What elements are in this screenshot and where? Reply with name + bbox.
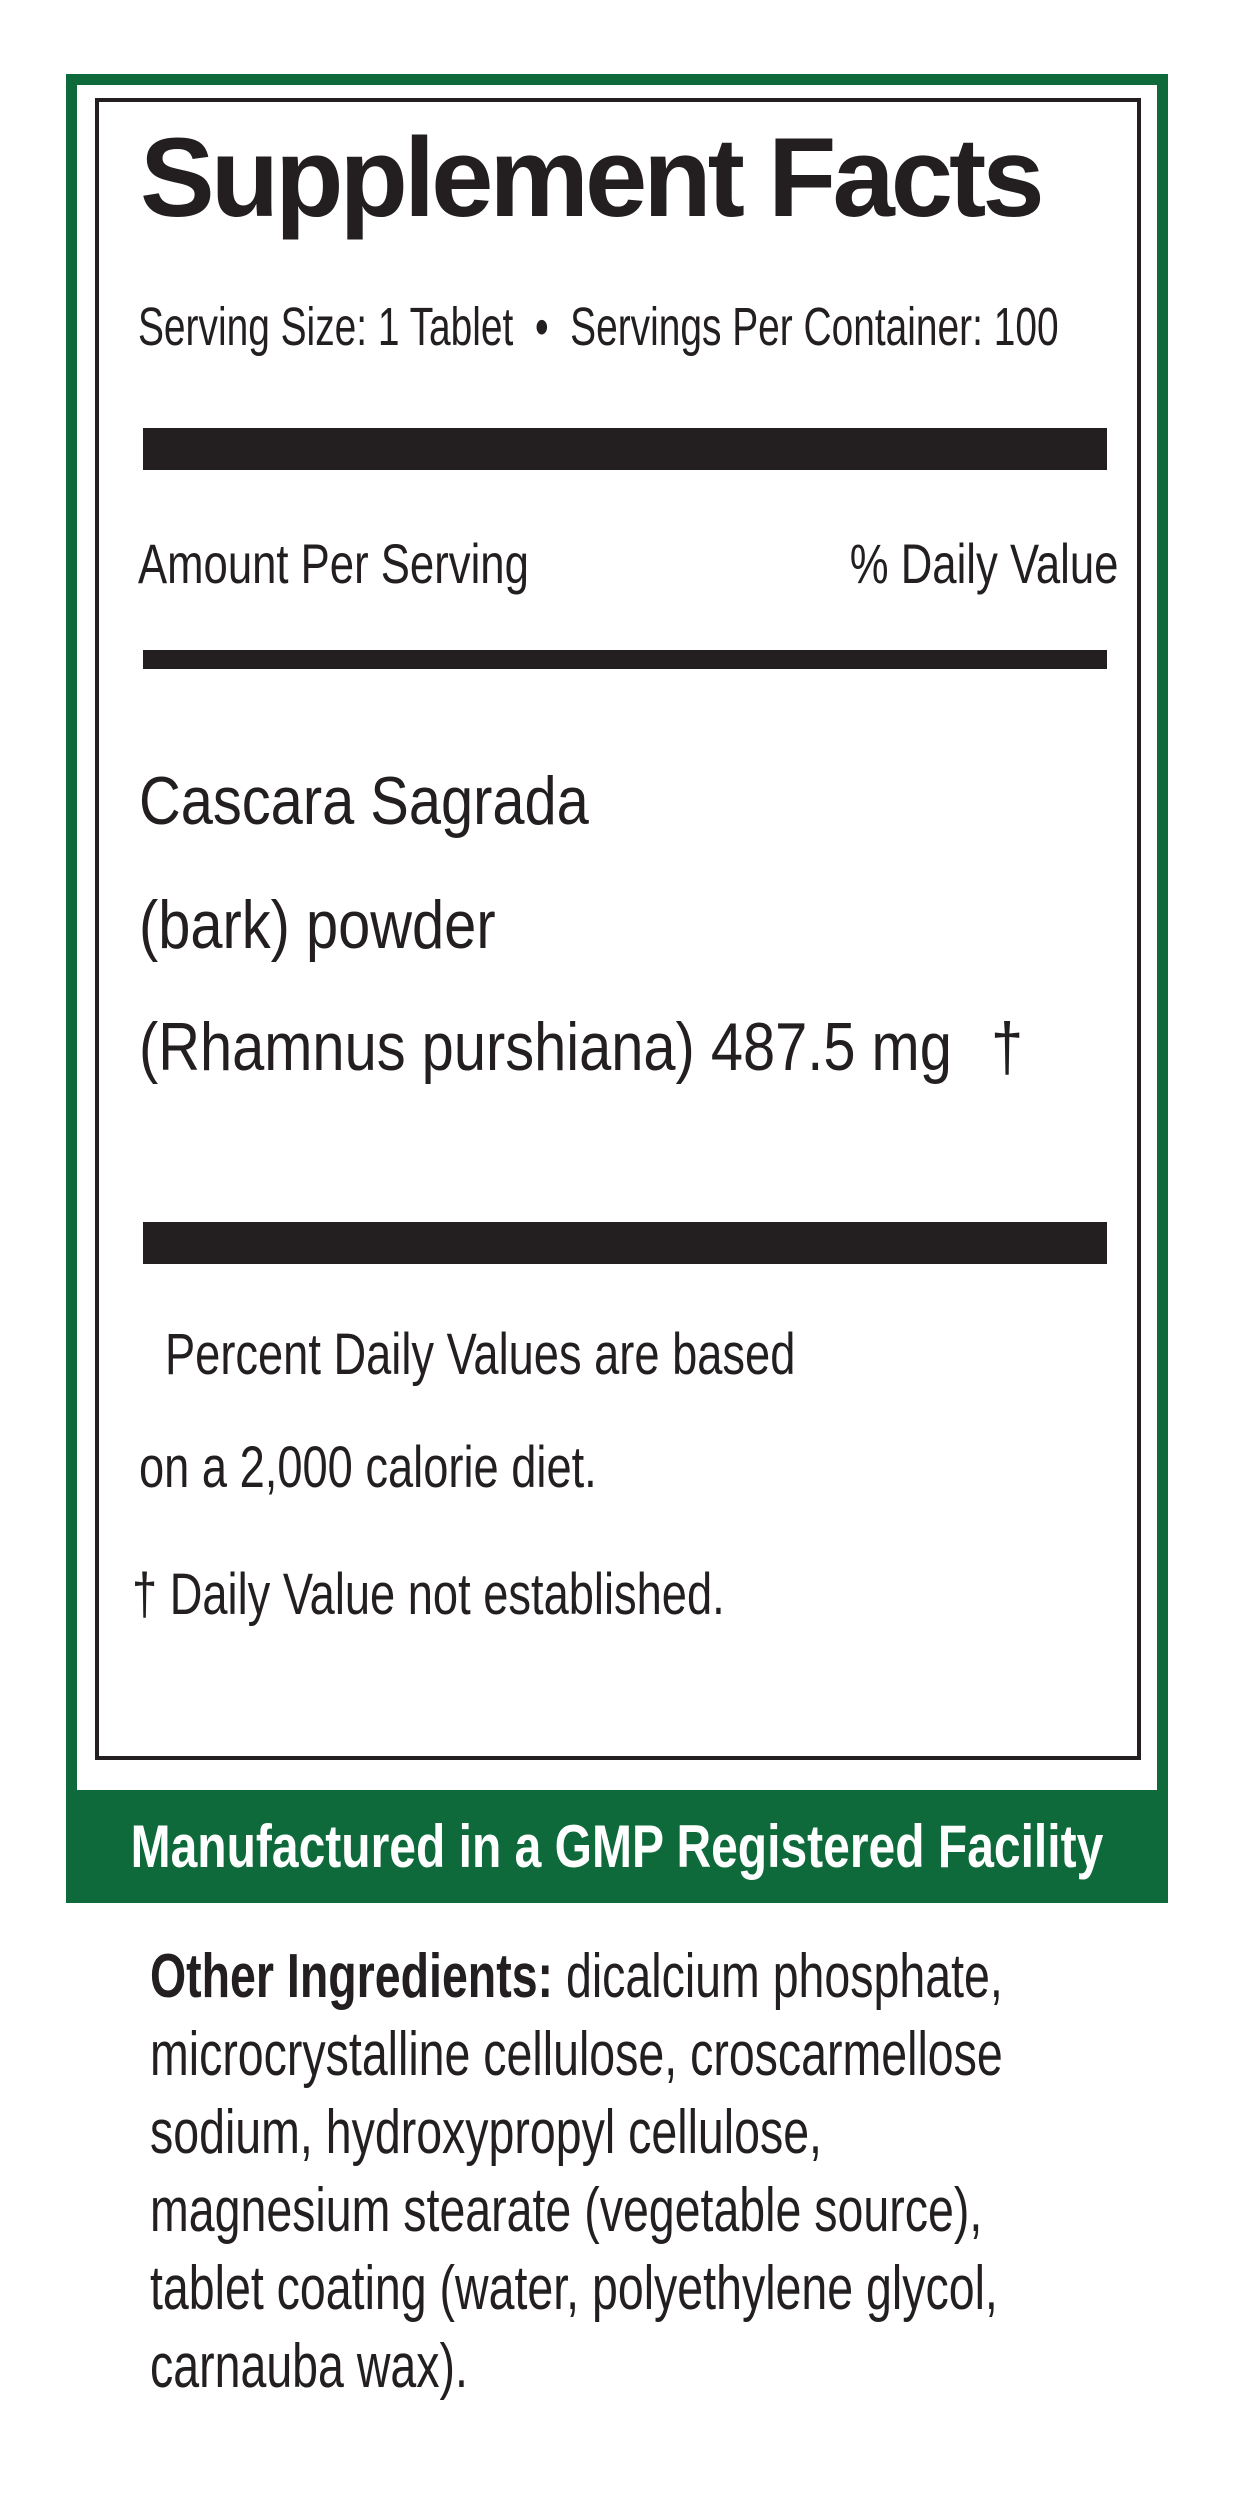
footnote-text-3: † Daily Value not established. bbox=[132, 1562, 725, 1627]
other-ingredients-line-4 bbox=[150, 2172, 1234, 2250]
other-ingredients-line-1 bbox=[150, 1938, 1234, 2016]
other-ingredients-line-6-text: carnauba wax). bbox=[150, 2332, 468, 2401]
footnote-text-2: on a 2,000 calorie diet. bbox=[139, 1435, 597, 1500]
gmp-banner-text: Manufactured in a GMP Registered Facility bbox=[130, 1812, 1104, 1880]
ingredient-amount-line bbox=[139, 1008, 1179, 1086]
ingredient-name-text-2: (bark) powder bbox=[139, 887, 496, 963]
ingredient-name-line-1 bbox=[139, 762, 668, 840]
amount-per-serving-text: Amount Per Serving bbox=[138, 532, 529, 595]
divider-bar-thin bbox=[143, 650, 1107, 669]
amount-per-serving-header bbox=[138, 532, 639, 596]
footnote-line-3 bbox=[132, 1562, 892, 1629]
serving-info-text: Serving Size: 1 Tablet • Servings Per Container: 100 bbox=[138, 297, 1059, 357]
other-ingredients-line-2 bbox=[150, 2016, 1234, 2094]
percent-daily-value-header bbox=[774, 532, 1118, 596]
footnote-line-2 bbox=[139, 1435, 726, 1502]
other-ingredients-line-1-rest: dicalcium phosphate, bbox=[553, 1942, 1003, 2011]
other-ingredients-line-3 bbox=[150, 2094, 1234, 2172]
ingredient-name-line-2 bbox=[139, 886, 559, 964]
other-ingredients-line-1-text bbox=[150, 1938, 1003, 2016]
supplement-facts-title: Supplement Facts bbox=[140, 115, 1041, 240]
gmp-banner bbox=[66, 1790, 1168, 1903]
ingredient-name-text-1: Cascara Sagrada bbox=[139, 763, 589, 839]
other-ingredients-block bbox=[150, 1938, 1234, 2406]
other-ingredients-line-4-text: magnesium stearate (vegetable source), bbox=[150, 2176, 983, 2245]
serving-info-line bbox=[138, 296, 1234, 358]
footnote-line-1 bbox=[165, 1322, 973, 1389]
ingredient-amount-text bbox=[139, 1008, 1023, 1086]
divider-bar-thick-top bbox=[143, 428, 1107, 470]
footnote-text-1: Percent Daily Values are based bbox=[165, 1322, 796, 1387]
percent-daily-value-text: % Daily Value bbox=[849, 532, 1118, 595]
daily-value-dagger: † bbox=[990, 1009, 1024, 1085]
ingredient-amount-value: (Rhamnus purshiana) 487.5 mg bbox=[139, 1009, 952, 1085]
other-ingredients-line-3-text: sodium, hydroxypropyl cellulose, bbox=[150, 2098, 822, 2167]
other-ingredients-label: Other Ingredients: bbox=[150, 1942, 554, 2011]
other-ingredients-line-6 bbox=[150, 2328, 1234, 2406]
divider-bar-thick-bottom bbox=[143, 1222, 1107, 1264]
other-ingredients-line-5 bbox=[150, 2250, 1234, 2328]
other-ingredients-line-5-text: tablet coating (water, polyethylene glycol, bbox=[150, 2254, 998, 2323]
other-ingredients-line-2-text: microcrystalline cellulose, croscarmellose bbox=[150, 2020, 1003, 2089]
